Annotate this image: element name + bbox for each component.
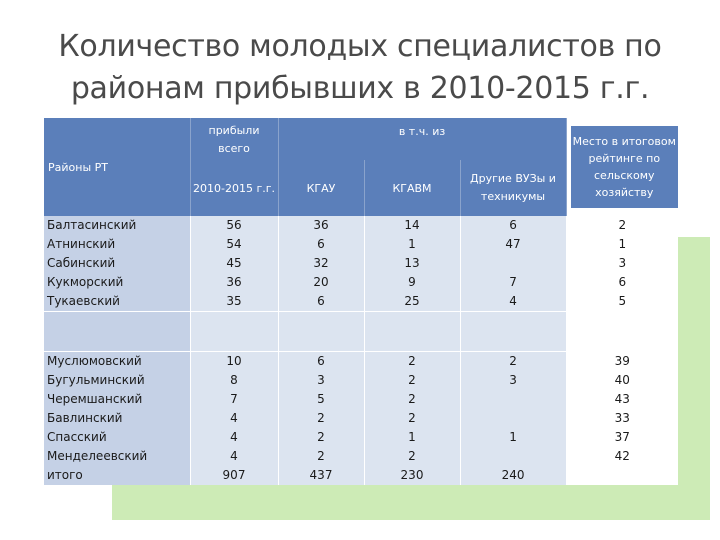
kgau-value: 6	[317, 354, 325, 368]
total-sum: 907	[222, 468, 246, 482]
rating-value: 5	[618, 294, 627, 308]
kgau-value: 6	[317, 237, 325, 251]
spacer-cell	[44, 312, 190, 352]
kgavm-sum: 230	[400, 468, 424, 482]
district-name: Черемшанский	[47, 392, 143, 406]
rating-value: 33	[614, 411, 630, 425]
group-1-districts	[44, 216, 190, 312]
spacer-cell	[278, 312, 364, 352]
district-name: Бугульминский	[47, 373, 145, 387]
district-name: Балтасинский	[47, 218, 137, 232]
group-2-kgau	[278, 352, 364, 486]
district-name: Тукаевский	[47, 294, 120, 308]
other-value: 2	[509, 354, 517, 368]
rating-value: 43	[614, 392, 630, 406]
kgavm-value: 14	[404, 218, 420, 232]
header-including-from: в т.ч. из	[278, 118, 566, 145]
group-1-rating	[566, 216, 678, 312]
other-value: 4	[509, 294, 517, 308]
total-value: 7	[230, 392, 238, 406]
kgavm-value: 1	[408, 430, 416, 444]
kgavm-value: 2	[408, 354, 416, 368]
other-value	[461, 254, 566, 273]
kgavm-value: 2	[408, 373, 416, 387]
header-subspacer	[278, 145, 566, 160]
other-value: 3	[509, 373, 517, 387]
group-2-total	[190, 352, 278, 486]
kgau-value: 2	[317, 449, 325, 463]
kgavm-value: 1	[408, 237, 416, 251]
rating-value: 40	[614, 373, 630, 387]
total-value: 4	[230, 449, 238, 463]
rating-value: 2	[618, 218, 627, 232]
group-1-other	[460, 216, 566, 312]
kgau-value: 32	[313, 256, 329, 270]
rating-value: 39	[614, 354, 630, 368]
total-value: 36	[226, 275, 242, 289]
kgavm-value: 9	[408, 275, 416, 289]
kgau-value: 3	[317, 373, 325, 387]
header-rating: Место в итоговом рейтинге по сельскому хозяйству	[571, 126, 679, 208]
slide-title	[20, 26, 700, 110]
slide-title-line-1: Количество молодых специалистов по	[58, 29, 662, 64]
other-value	[461, 390, 566, 409]
kgau-sum: 437	[309, 468, 333, 482]
district-name: Кукморский	[47, 275, 124, 289]
spacer-cell	[460, 312, 566, 352]
total-value: 4	[230, 430, 238, 444]
group-2-rating	[566, 352, 678, 486]
header-districts: Районы РТ	[44, 118, 190, 216]
group-2-rows	[44, 352, 678, 486]
district-name: Спасский	[47, 430, 107, 444]
group-1-kgau	[278, 216, 364, 312]
total-value: 45	[226, 256, 242, 270]
rating-value: 1	[618, 237, 627, 251]
total-row-label: итого	[47, 468, 83, 482]
kgavm-value: 2	[408, 392, 416, 406]
header-kgavm: КГАВМ	[364, 160, 460, 216]
header-period: 2010-2015 г.г.	[190, 160, 278, 216]
total-value: 56	[226, 218, 242, 232]
total-value: 4	[230, 411, 238, 425]
kgau-value: 2	[317, 430, 325, 444]
group-2-districts	[44, 352, 190, 486]
header-arrived-total: прибыли всего	[190, 118, 278, 160]
total-value: 54	[226, 237, 242, 251]
other-value: 7	[509, 275, 517, 289]
kgavm-value: 2	[408, 411, 416, 425]
slide-title-line-2: районам прибывших в 2010-2015 г.г.	[70, 71, 650, 106]
total-value: 35	[226, 294, 242, 308]
district-name: Муслюмовский	[47, 354, 142, 368]
total-value: 8	[230, 373, 238, 387]
rating-value: 42	[614, 449, 630, 463]
rating-value: 6	[618, 275, 627, 289]
district-name: Атнинский	[47, 237, 116, 251]
group-2-kgavm	[364, 352, 460, 486]
kgavm-value: 2	[408, 449, 416, 463]
rating-value	[567, 466, 679, 485]
other-value: 1	[509, 430, 517, 444]
rating-value: 3	[618, 256, 627, 270]
kgau-value: 6	[317, 294, 325, 308]
kgau-value: 36	[313, 218, 329, 232]
other-sum: 240	[501, 468, 525, 482]
group-1-rows	[44, 216, 678, 312]
header-rating-cell	[566, 118, 678, 216]
kgavm-value: 25	[404, 294, 420, 308]
rating-value: 37	[614, 430, 630, 444]
district-name: Бавлинский	[47, 411, 123, 425]
kgavm-value: 13	[404, 256, 420, 270]
spacer-cell	[566, 312, 678, 352]
kgau-value: 5	[317, 392, 325, 406]
kgau-value: 20	[313, 275, 329, 289]
specialists-table	[44, 118, 678, 485]
header-kgau: КГАУ	[278, 160, 364, 216]
district-name: Менделеевский	[47, 449, 148, 463]
district-name: Сабинский	[47, 256, 116, 270]
group-2-other	[460, 352, 566, 486]
kgau-value: 2	[317, 411, 325, 425]
other-value	[461, 447, 566, 466]
total-value: 10	[226, 354, 242, 368]
other-value: 6	[509, 218, 517, 232]
other-value	[461, 409, 566, 428]
header-other: Другие ВУЗы и техникумы	[460, 160, 566, 216]
group-1-total	[190, 216, 278, 312]
spacer-row	[44, 312, 678, 352]
spacer-cell	[190, 312, 278, 352]
other-value: 47	[505, 237, 521, 251]
spacer-cell	[364, 312, 460, 352]
group-1-kgavm	[364, 216, 460, 312]
